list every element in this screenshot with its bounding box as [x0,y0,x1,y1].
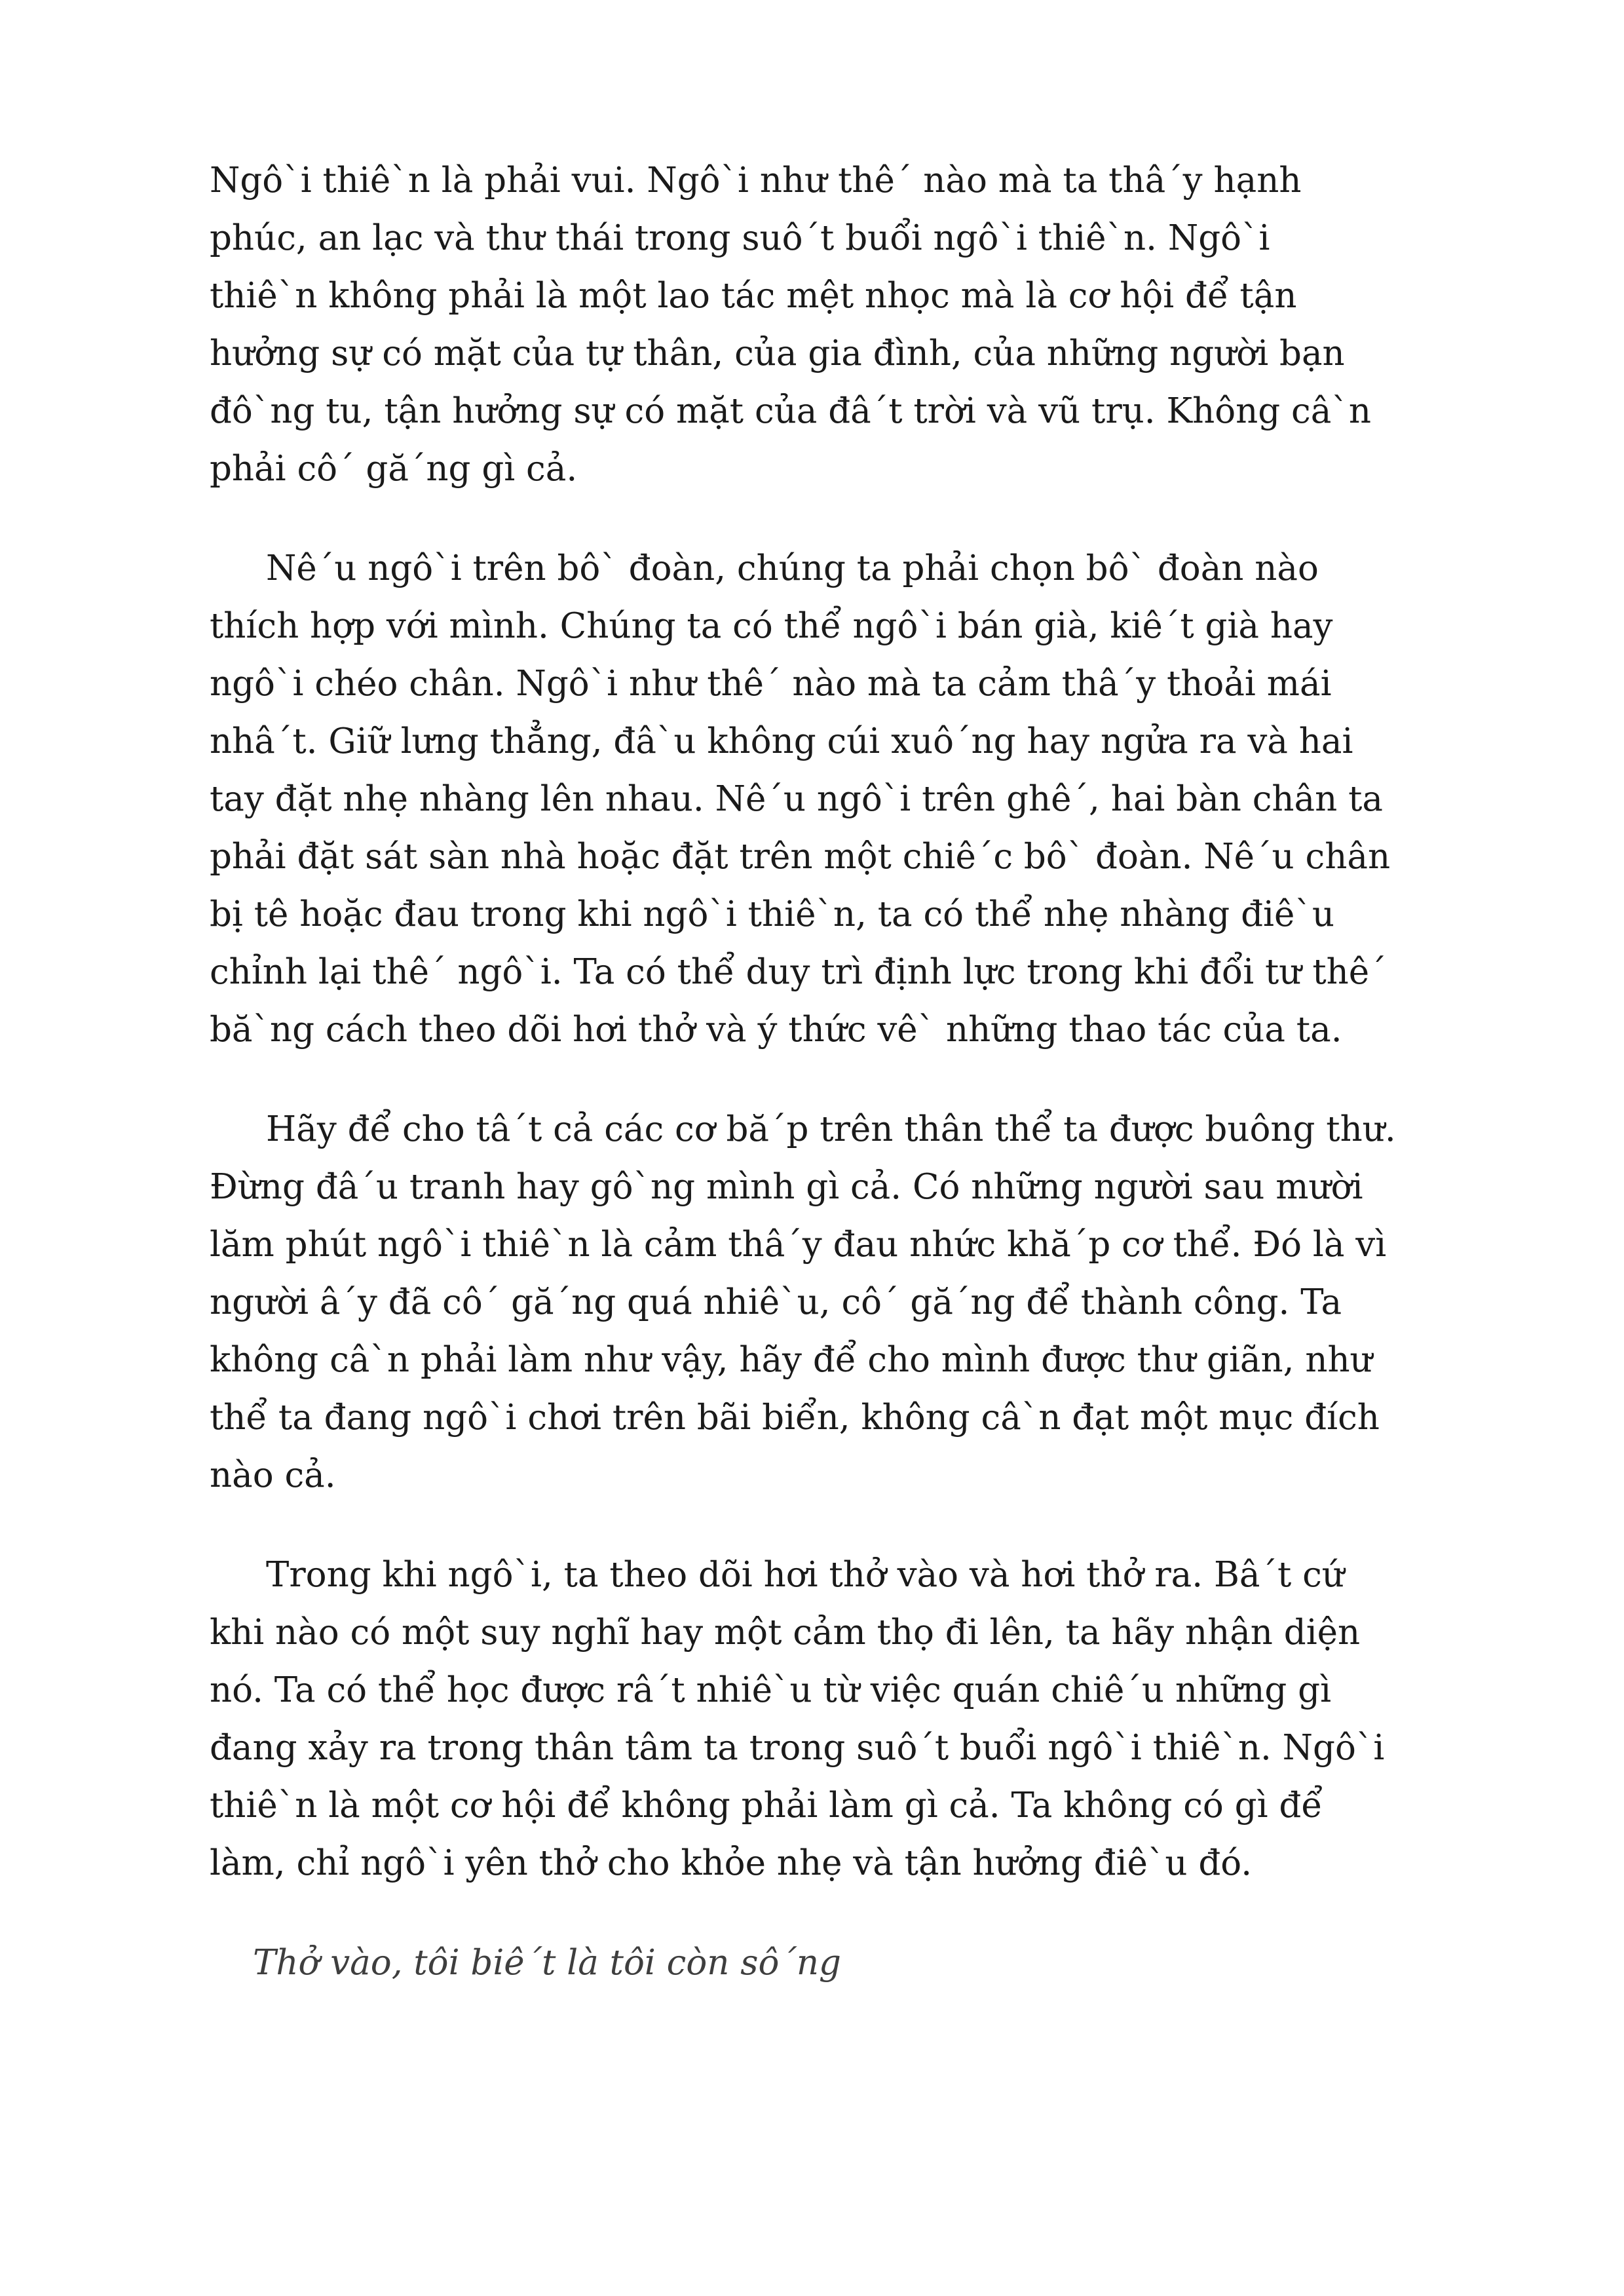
text-line: hưởng sự có mặt của tự thân, của gia đình, của những người bạn [210,334,1345,373]
text-line: bị tê hoặc đau trong khi ngô`i thiê`n, ta có thể nhẹ nhàng điê`u [210,894,1334,934]
text-line: làm, chỉ ngô`i yên thở cho khỏe nhẹ và tận hưởng điê`u đó. [210,1843,1253,1883]
text-line: lăm phút ngô`i thiê`n là cảm thâ´y đau nhức khă´p cơ thể. Đó là vì [210,1225,1387,1265]
text-line: phúc, an lạc và thư thái trong suô´t buổi ngô`i thiê`n. Ngô`i [210,218,1270,258]
text-line: thích hợp với mình. Chúng ta có thể ngô`i bán già, kiê´t già hay [210,606,1333,646]
text-line: đang xảy ra trong thân tâm ta trong suô´t buổi ngô`i thiê`n. Ngô`i [210,1728,1385,1768]
text-line: người â´y đã cô´ gă´ng quá nhiê`u, cô´ gă´ng để thành công. Ta [210,1282,1342,1322]
text-line: phải cô´ gă´ng gì cả. [210,449,578,489]
text-line: Nê´u ngô`i trên bô` đoàn, chúng ta phải chọn bô` đoàn nào [266,548,1319,588]
text-line: chỉnh lại thê´ ngô`i. Ta có thể duy trì định lực trong khi đổi tư thê´ [210,952,1387,992]
text-line: ngô`i chéo chân. Ngô`i như thê´ nào mà ta cảm thâ´y thoải mái [210,664,1332,704]
text-line: Đừng đâ´u tranh hay gô`ng mình gì cả. Có những người sau mười [210,1167,1363,1207]
text-line: thể ta đang ngô`i chơi trên bãi biển, không câ`n đạt một mục đích [210,1398,1380,1438]
text-line: đô`ng tu, tận hưởng sự có mặt của đâ´t trời và vũ trụ. Không câ`n [210,391,1371,431]
meditation-verse: Thở vào, tôi biê´t là tôi còn sô´ng [253,1943,841,1983]
paragraph-4 [210,1546,1454,1892]
paragraph-3 [210,1101,1454,1504]
text-line: Trong khi ngô`i, ta theo dõi hơi thở vào và hơi thở ra. Bâ´t cứ [266,1555,1344,1595]
text-line: bă`ng cách theo dõi hơi thở và ý thức vê` những thao tác của ta. [210,1010,1342,1050]
text-line: Ngô`i thiê`n là phải vui. Ngô`i như thê´ nào mà ta thâ´y hạnh [210,161,1302,201]
text-line: tay đặt nhẹ nhàng lên nhau. Nê´u ngô`i trên ghê´, hai bàn chân ta [210,779,1384,819]
text-line: không câ`n phải làm như vậy, hãy để cho mình được thư giãn, như [210,1340,1372,1380]
paragraph-1 [210,152,1454,498]
text-line: phải đặt sát sàn nhà hoặc đặt trên một chiê´c bô` đoàn. Nê´u chân [210,837,1391,877]
text-block [210,152,1454,1992]
text-line: thiê`n không phải là một lao tác mệt nhọc mà là cơ hội để tận [210,276,1297,316]
text-line: nhâ´t. Giữ lưng thẳng, đâ`u không cúi xuô´ng hay ngửa ra và hai [210,721,1353,761]
paragraph-2 [210,540,1454,1059]
text-line: thiê`n là một cơ hội để không phải làm gì cả. Ta không có gì để [210,1786,1323,1826]
text-line: khi nào có một suy nghĩ hay một cảm thọ đi lên, ta hãy nhận diện [210,1613,1361,1653]
text-line: nó. Ta có thể học được râ´t nhiê`u từ việc quán chiê´u những gì [210,1670,1332,1710]
text-line: nào cả. [210,1455,336,1495]
text-line: Hãy để cho tâ´t cả các cơ bă´p trên thân thể ta được buông thư. [266,1109,1396,1149]
